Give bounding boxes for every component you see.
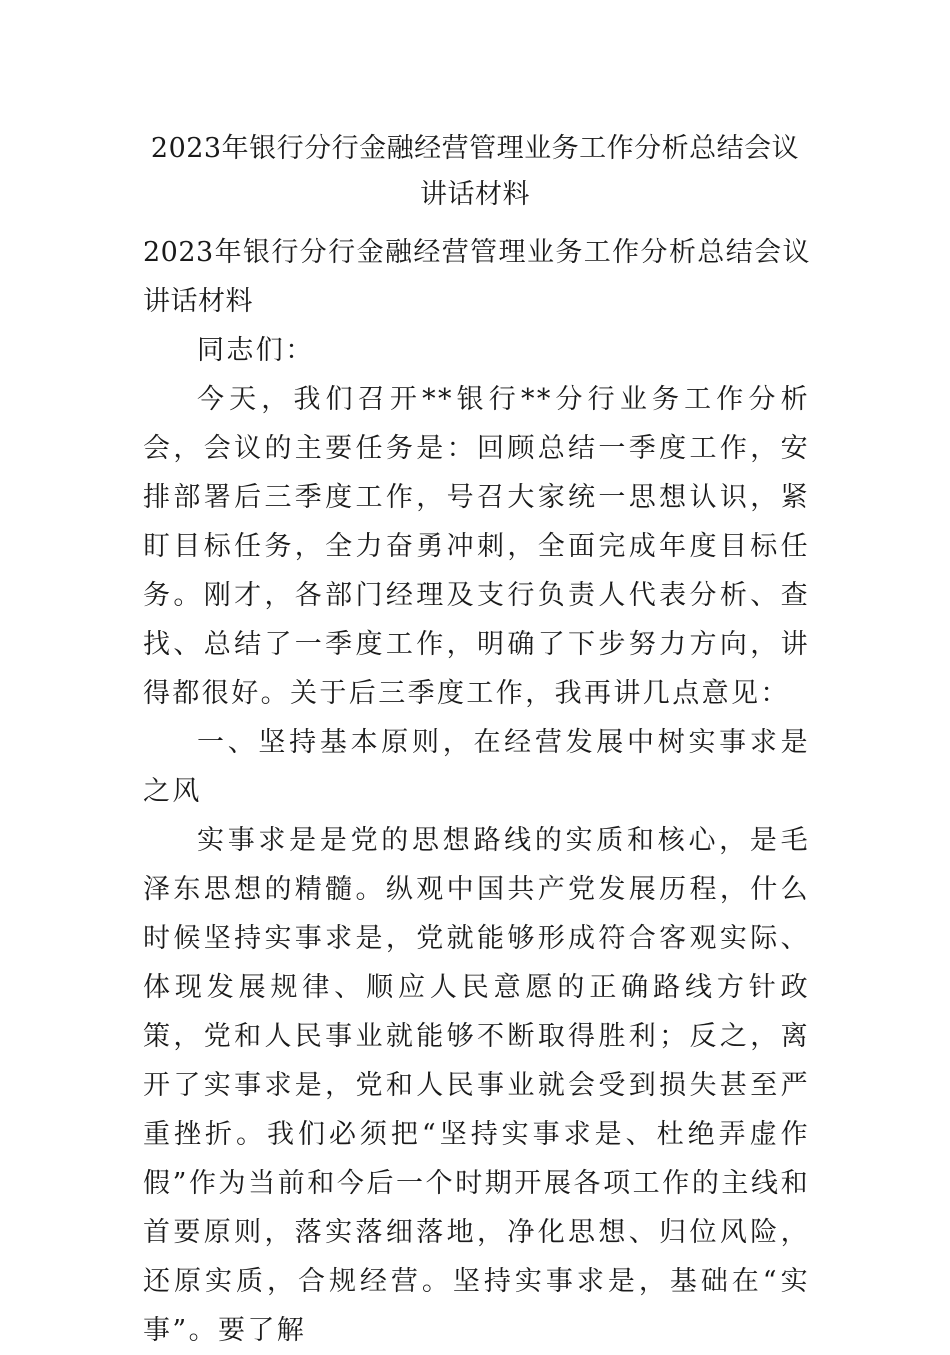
document-title: 2023年银行分行金融经营管理业务工作分析总结会议讲话材料: [150, 133, 800, 210]
salutation: 同志们：: [197, 335, 315, 366]
document-subtitle: 2023年银行分行金融经营管理业务工作分析总结会议讲话材料: [143, 237, 810, 317]
section-heading-1: 一、坚持基本原则，在经营发展中树实事求是之风: [143, 727, 810, 807]
document-body: [143, 228, 810, 1355]
paragraph-section-1: 实事求是是党的思想路线的实质和核心，是毛泽东思想的精髓。纵观中国共产党发展历程，什么时候坚持实事求是，党就能够形成符合客观实际、体现发展规律、顺应人民意愿的正确路线方针政策，党和人民事业就能够不断取得胜利；反之，离开了实事求是，党和人民事业就会受到损失甚至严重挫折。我们必须把“坚持实事求是、杜绝弄虚作假”作为当前和今后一个时期开展各项工作的主线和首要原则，落实落细落地，净化思想、归位风险，还原实质，合规经营。坚持实事求是，基础在“实事”。要了解: [143, 825, 810, 1346]
paragraph-opening: 今天，我们召开**银行**分行业务工作分析会，会议的主要任务是：回顾总结一季度工作，安排部署后三季度工作，号召大家统一思想认识，紧盯目标任务，全力奋勇冲刺，全面完成年度目标任务。刚才，各部门经理及支行负责人代表分析、查找、总结了一季度工作，明确了下步努力方向，讲得都很好。关于后三季度工作，我再讲几点意见：: [143, 384, 810, 709]
